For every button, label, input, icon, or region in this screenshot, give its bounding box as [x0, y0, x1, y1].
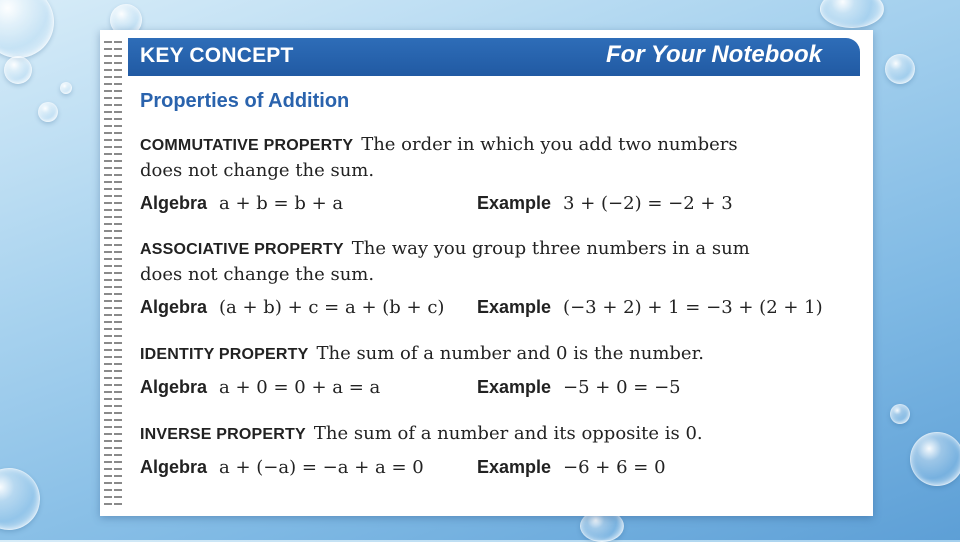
property-description-line1: The way you group three numbers in a sum: [351, 238, 750, 259]
property-row: [140, 377, 840, 403]
water-bubble: [60, 82, 72, 94]
property-description-line1: The sum of a number and its opposite is 0.: [313, 423, 703, 444]
card-header: [128, 38, 860, 76]
property-description: [140, 132, 840, 183]
algebra-label: Algebra: [140, 297, 208, 317]
water-bubble: [38, 102, 58, 122]
algebra-expression: a + (−a) = −a + a = 0: [219, 457, 424, 478]
property-name: INVERSE PROPERTY: [140, 426, 306, 443]
example-label: Example: [477, 193, 552, 213]
algebra-label: Algebra: [140, 377, 208, 397]
property-row: [140, 297, 840, 323]
notebook-spiral-binding: [104, 38, 122, 508]
property-description: [140, 421, 840, 447]
property-name: IDENTITY PROPERTY: [140, 346, 309, 363]
water-bubble: [0, 0, 54, 58]
algebra-expression: a + b = b + a: [219, 193, 344, 214]
property-description: [140, 341, 840, 367]
property-description-line2: does not change the sum.: [140, 160, 375, 181]
example-expression: −5 + 0 = −5: [563, 377, 681, 398]
example-label: Example: [477, 297, 552, 317]
water-bubble: [885, 54, 915, 84]
water-bubble: [0, 468, 40, 530]
property-description-line1: The sum of a number and 0 is the number.: [316, 343, 704, 364]
header-title: KEY CONCEPT: [140, 44, 294, 67]
algebra-label: Algebra: [140, 193, 208, 213]
algebra-label: Algebra: [140, 457, 208, 477]
header-notebook-label: For Your Notebook: [606, 41, 822, 68]
property-description-line1: The order in which you add two numbers: [361, 134, 738, 155]
example-expression: −6 + 6 = 0: [563, 457, 666, 478]
water-bubble: [910, 432, 960, 486]
water-bubble: [890, 404, 910, 424]
section-title: Properties of Addition: [140, 90, 350, 112]
property-description: [140, 236, 840, 287]
example-label: Example: [477, 457, 552, 477]
property-name: ASSOCIATIVE PROPERTY: [140, 241, 344, 258]
property-name: COMMUTATIVE PROPERTY: [140, 137, 354, 154]
algebra-expression: (a + b) + c = a + (b + c): [219, 297, 445, 318]
property-row: [140, 457, 840, 483]
property-description-line2: does not change the sum.: [140, 264, 375, 285]
key-concept-card: [100, 30, 873, 516]
water-bubble: [820, 0, 884, 28]
property-row: [140, 193, 840, 219]
water-bubble: [4, 56, 32, 84]
algebra-expression: a + 0 = 0 + a = a: [219, 377, 381, 398]
example-expression: (−3 + 2) + 1 = −3 + (2 + 1): [563, 297, 823, 318]
example-label: Example: [477, 377, 552, 397]
example-expression: 3 + (−2) = −2 + 3: [563, 193, 733, 214]
